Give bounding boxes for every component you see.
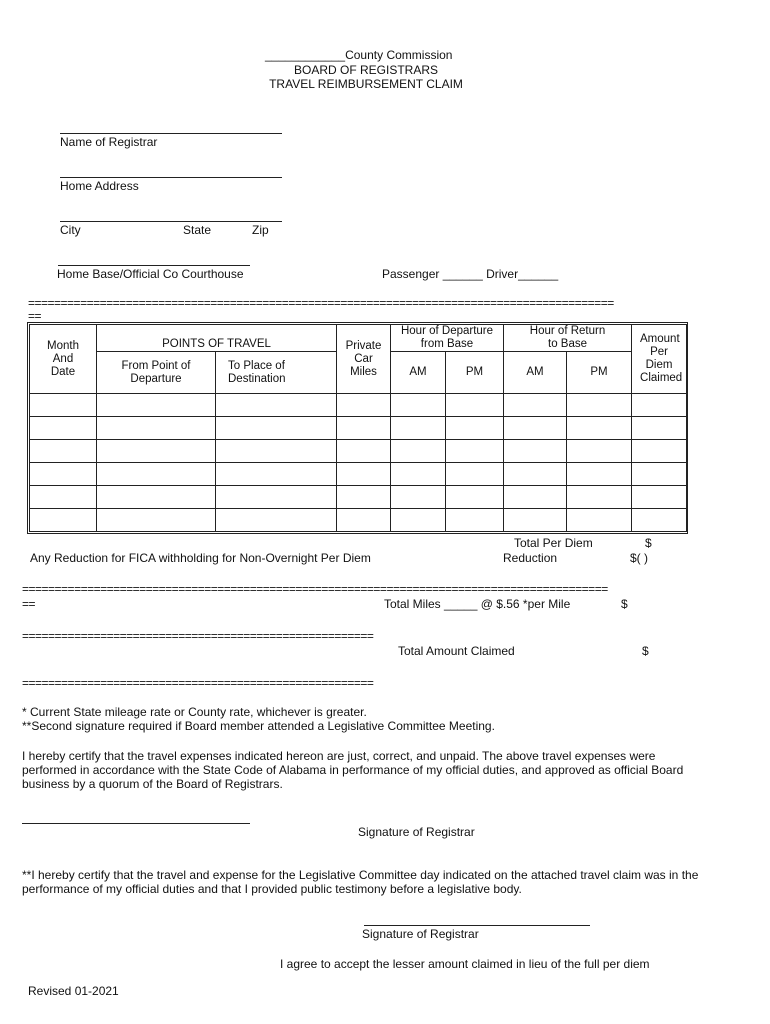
table-cell[interactable]	[632, 440, 687, 463]
table-cell[interactable]	[567, 463, 632, 486]
return-pm-header: PM	[567, 352, 632, 394]
table-cell[interactable]	[337, 463, 391, 486]
table-cell[interactable]	[97, 509, 216, 532]
table-cell[interactable]	[446, 417, 504, 440]
table-cell[interactable]	[567, 440, 632, 463]
table-cell[interactable]	[30, 509, 97, 532]
amount-per-diem-header: Amount Per Diem Claimed	[632, 325, 687, 394]
hour-departure-header: Hour of Departure from Base	[391, 325, 504, 352]
table-cell[interactable]	[216, 394, 337, 417]
table-cell[interactable]	[632, 417, 687, 440]
table-cell[interactable]	[446, 463, 504, 486]
revision-date: Revised 01-2021	[28, 984, 119, 998]
table-cell[interactable]	[337, 509, 391, 532]
table-cell[interactable]	[30, 417, 97, 440]
total-miles: Total Miles _____ @ $.56 *per Mile	[384, 597, 571, 611]
total-per-diem-dollar: $	[645, 536, 652, 550]
table-cell[interactable]	[216, 486, 337, 509]
month-date-header: Month And Date	[30, 325, 97, 394]
separator-4: ======================================================	[22, 677, 374, 689]
table-cell[interactable]	[504, 394, 567, 417]
note-mileage-rate: * Current State mileage rate or County rate, whichever is greater.	[22, 705, 367, 719]
table-row	[30, 394, 687, 417]
total-miles-dollar: $	[621, 597, 628, 611]
table-cell[interactable]	[504, 486, 567, 509]
legislative-certification: **I hereby certify that the travel and expense for the Legislative Committee day indicated on the attached travel claim was in the performance of my official duties and that I provided public testimony before a legislative body.	[22, 868, 699, 896]
agreement-statement: I agree to accept the lesser amount claimed in lieu of the full per diem	[280, 957, 650, 971]
table-cell[interactable]	[30, 486, 97, 509]
table-cell[interactable]	[632, 463, 687, 486]
travel-table-frame	[27, 322, 688, 534]
points-of-travel-header: POINTS OF TRAVEL	[97, 325, 337, 352]
signature-line-2[interactable]	[364, 925, 590, 926]
table-cell[interactable]	[30, 440, 97, 463]
table-cell[interactable]	[504, 417, 567, 440]
name-line[interactable]	[60, 133, 282, 134]
table-cell[interactable]	[504, 463, 567, 486]
separator-2: ==========================================================================================	[22, 583, 608, 595]
table-cell[interactable]	[391, 417, 446, 440]
table-cell[interactable]	[30, 463, 97, 486]
table-cell[interactable]	[391, 463, 446, 486]
city-label: City	[60, 223, 81, 237]
separator-1: ==========================================================================================	[28, 297, 614, 309]
table-cell[interactable]	[567, 486, 632, 509]
name-label: Name of Registrar	[60, 135, 158, 149]
fica-reduction-label: Any Reduction for FICA withholding for Non-Overnight Per Diem	[30, 551, 371, 565]
table-cell[interactable]	[632, 486, 687, 509]
table-row	[30, 509, 687, 532]
table-body	[30, 394, 687, 532]
note-second-signature: **Second signature required if Board member attended a Legislative Committee Meeting.	[22, 719, 495, 733]
total-amount-dollar: $	[642, 644, 649, 658]
table-cell[interactable]	[216, 463, 337, 486]
table-cell[interactable]	[216, 417, 337, 440]
separator-2-tail: ==	[22, 598, 36, 610]
table-cell[interactable]	[567, 417, 632, 440]
address-line[interactable]	[60, 177, 282, 178]
home-base-label: Home Base/Official Co Courthouse	[57, 267, 244, 281]
total-per-diem-label: Total Per Diem	[514, 536, 593, 550]
table-cell[interactable]	[632, 509, 687, 532]
table-cell[interactable]	[567, 509, 632, 532]
table-cell[interactable]	[446, 486, 504, 509]
table-cell[interactable]	[446, 394, 504, 417]
return-am-header: AM	[504, 352, 567, 394]
to-place-header: To Place of Destination	[216, 352, 337, 394]
signature-line-1[interactable]	[22, 823, 250, 824]
travel-table	[29, 324, 687, 532]
table-cell[interactable]	[504, 509, 567, 532]
separator-1-tail: ==	[28, 310, 42, 322]
hour-return-header: Hour of Return to Base	[504, 325, 632, 352]
board-title: BOARD OF REGISTRARS	[293, 63, 439, 77]
total-amount-claimed: Total Amount Claimed	[398, 644, 515, 658]
separator-3: ======================================================	[22, 630, 374, 642]
table-cell[interactable]	[337, 394, 391, 417]
table-row	[30, 486, 687, 509]
table-cell[interactable]	[446, 509, 504, 532]
table-cell[interactable]	[97, 463, 216, 486]
reduction-amount: $( )	[630, 551, 648, 565]
signature-label-2: Signature of Registrar	[362, 927, 479, 941]
table-cell[interactable]	[504, 440, 567, 463]
table-cell[interactable]	[97, 440, 216, 463]
from-point-header: From Point of Departure	[97, 352, 216, 394]
table-cell[interactable]	[391, 440, 446, 463]
certification-paragraph: I hereby certify that the travel expenses indicated hereon are just, correct, and unpaid. The above travel expenses were performed in accordance with the State Code of Alabama in performance of my official duties, and approved as official Board business by a quorum of the Board of Registrars.	[22, 749, 684, 791]
departure-am-header: AM	[391, 352, 446, 394]
table-cell[interactable]	[446, 440, 504, 463]
table-cell[interactable]	[97, 394, 216, 417]
departure-pm-header: PM	[446, 352, 504, 394]
table-cell[interactable]	[391, 509, 446, 532]
reduction-label: Reduction	[503, 551, 558, 565]
table-cell[interactable]	[216, 509, 337, 532]
table-cell[interactable]	[97, 417, 216, 440]
table-cell[interactable]	[391, 394, 446, 417]
signature-label-1: Signature of Registrar	[358, 825, 475, 839]
passenger-driver: Passenger ______ Driver______	[382, 267, 559, 281]
table-cell[interactable]	[337, 440, 391, 463]
table-cell[interactable]	[391, 486, 446, 509]
table-cell[interactable]	[337, 417, 391, 440]
table-cell[interactable]	[337, 486, 391, 509]
table-cell[interactable]	[97, 486, 216, 509]
private-car-miles-header: Private Car Miles	[337, 325, 391, 394]
table-row	[30, 463, 687, 486]
address-label: Home Address	[60, 179, 139, 193]
city-state-zip-line[interactable]	[60, 221, 282, 222]
table-cell[interactable]	[567, 394, 632, 417]
table-cell[interactable]	[216, 440, 337, 463]
zip-label: Zip	[252, 223, 269, 237]
table-row	[30, 440, 687, 463]
table-cell[interactable]	[30, 394, 97, 417]
table-cell[interactable]	[632, 394, 687, 417]
home-base-line[interactable]	[58, 265, 250, 266]
form-title: TRAVEL REIMBURSEMENT CLAIM	[269, 77, 463, 91]
county-commission-line: ____________County Commission	[265, 48, 453, 62]
state-label: State	[183, 223, 212, 237]
table-row	[30, 417, 687, 440]
